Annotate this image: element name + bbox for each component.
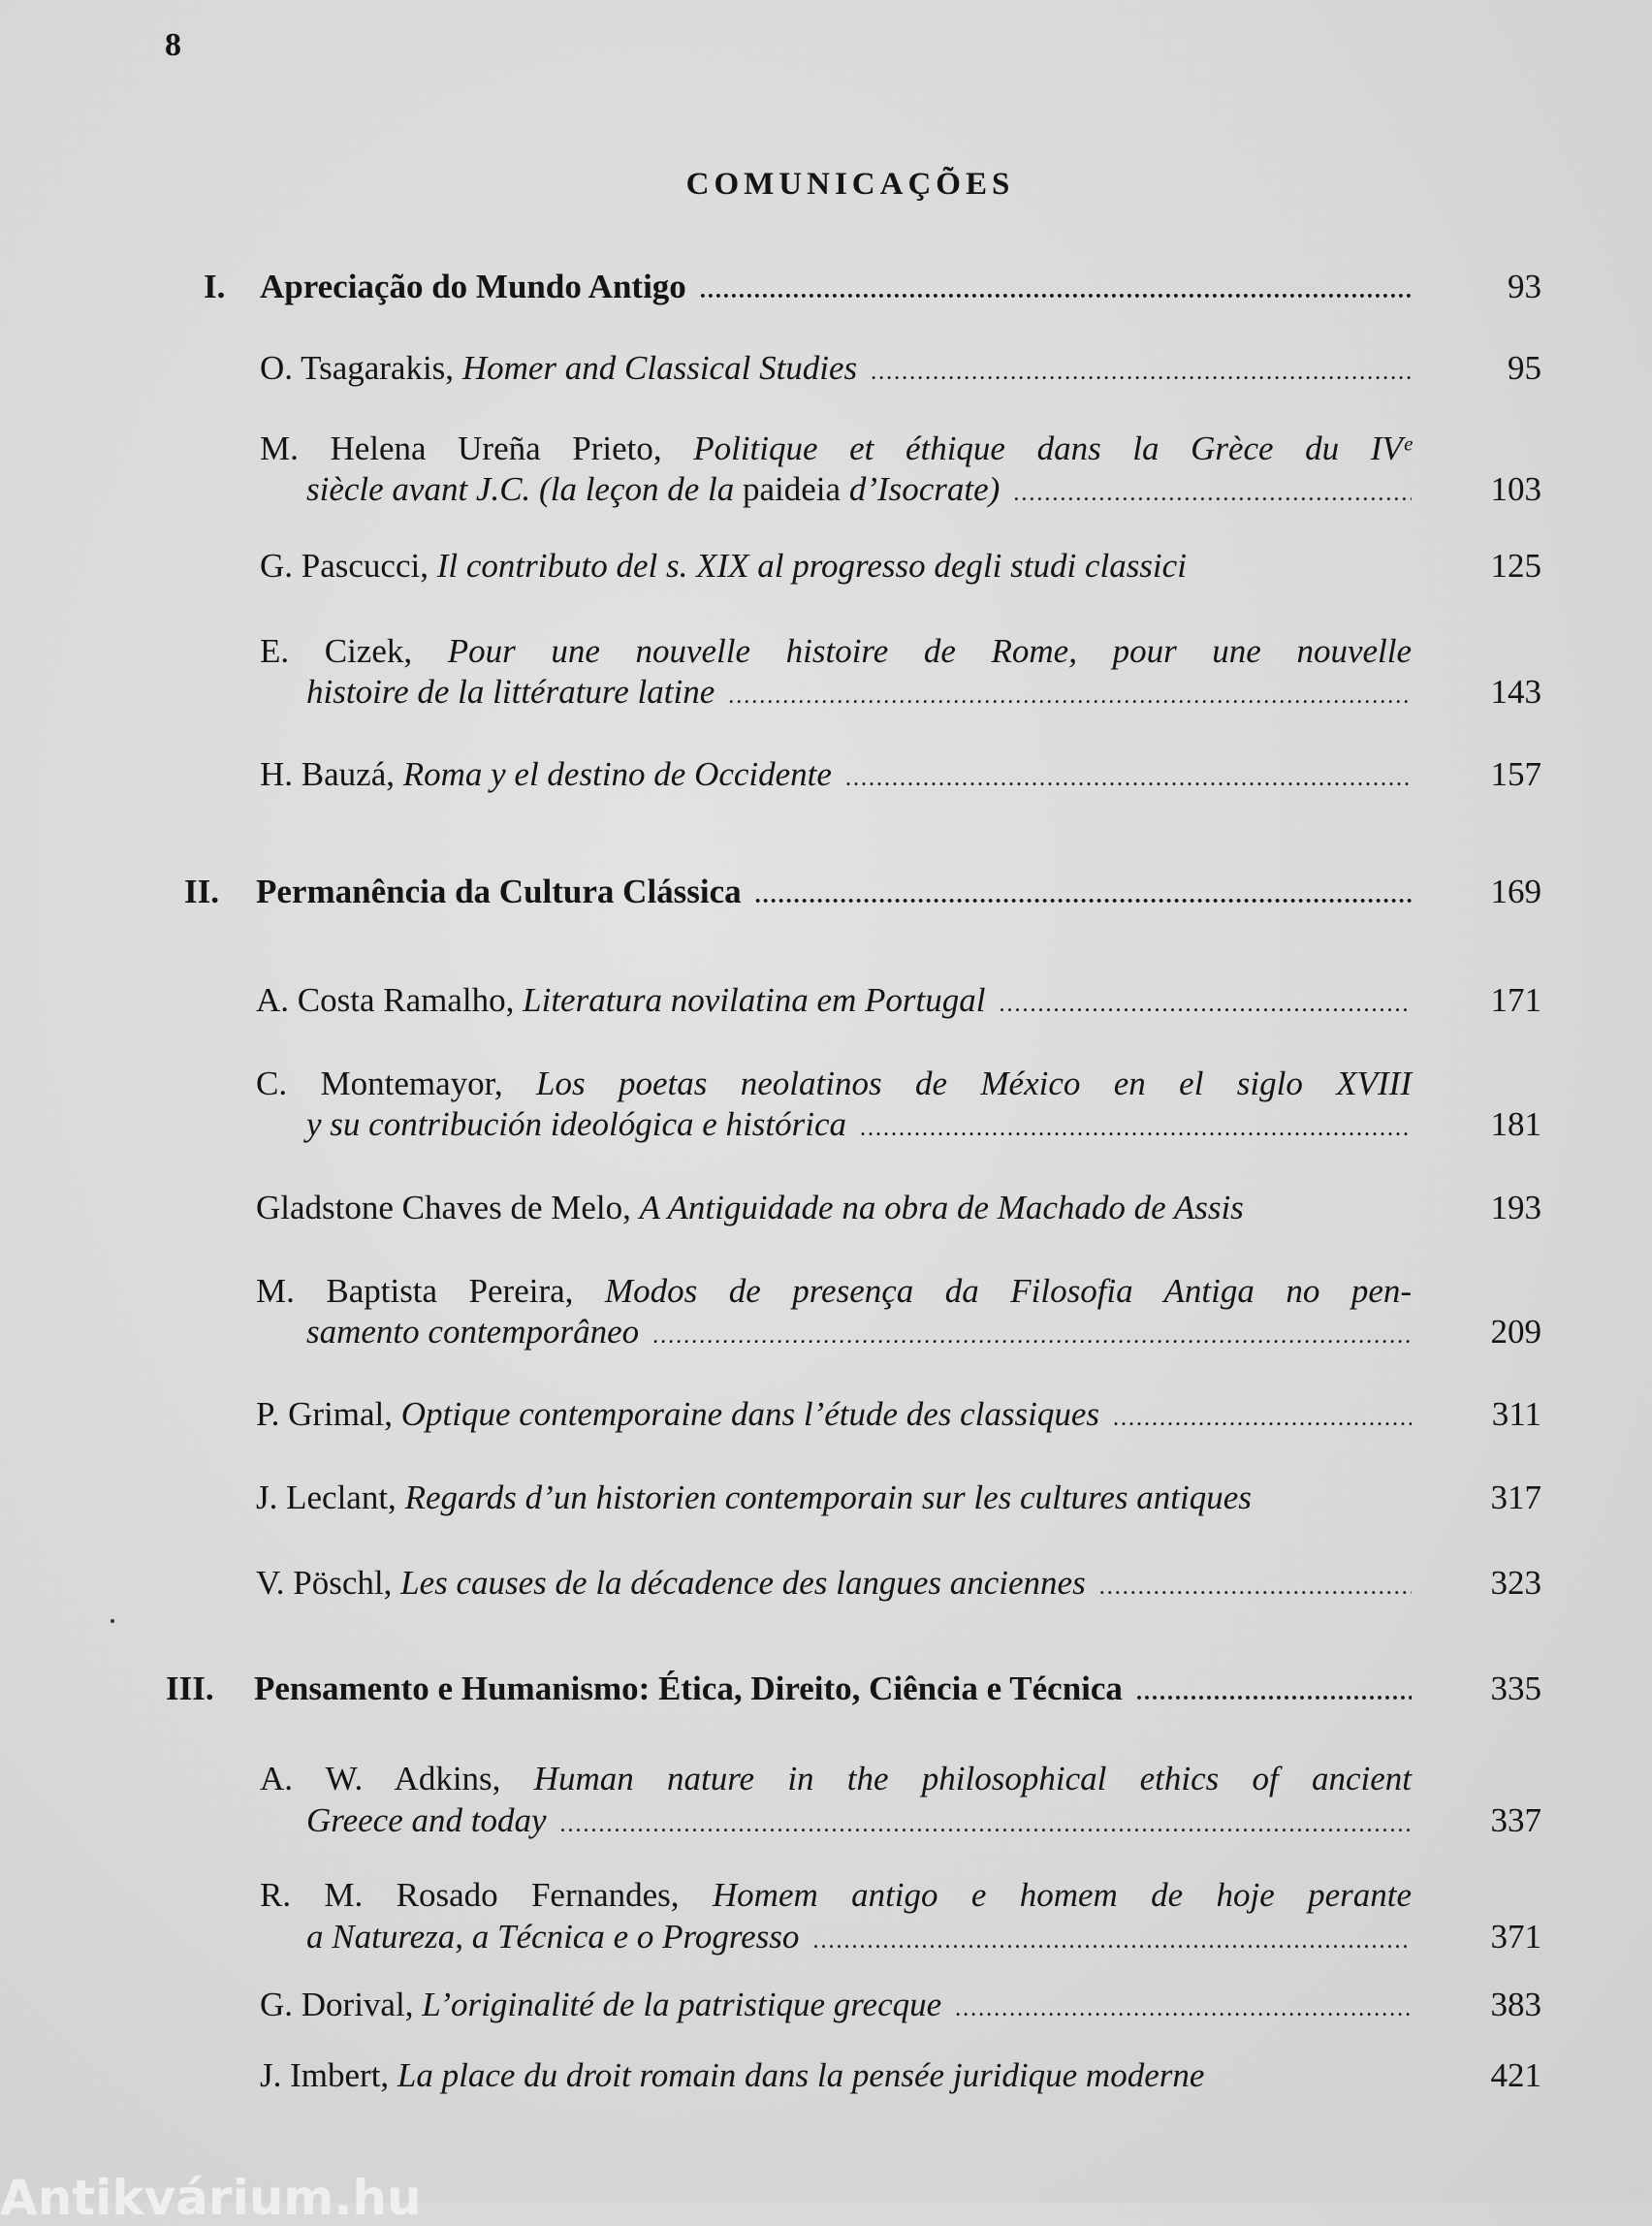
entry-author: M. Helena Ureña Prieto, xyxy=(260,429,694,467)
entry-author: H. Bauzá, xyxy=(260,755,403,793)
entry-title-text: A Antiguidade na obra de Machado de Assis xyxy=(639,1189,1244,1226)
entry-title-text: Pour une nouvelle histoire de Rome, pour une nouvelle xyxy=(447,632,1412,670)
entry-text: Apreciação do Mundo Antigo xyxy=(260,268,686,305)
dot-leader xyxy=(860,1107,1412,1150)
toc-entry-line xyxy=(256,1562,1412,1608)
toc-entry-line xyxy=(260,2054,1412,2097)
dot-leader xyxy=(728,675,1412,717)
entry-author: A. Costa Ramalho, xyxy=(256,981,524,1019)
entry-title-text: Il contributo del s. XIX al progresso degli studi classici xyxy=(436,547,1187,585)
toc-entry-line xyxy=(256,1187,1412,1229)
entry-author: J. Leclant, xyxy=(256,1479,405,1516)
section-title xyxy=(254,1668,1412,1714)
entry-title-text: a Natureza, a Técnica e o Progresso xyxy=(306,1918,800,1956)
page-ref: 171 xyxy=(1490,981,1541,1019)
dot-leader xyxy=(560,1803,1413,1846)
page-ref: 103 xyxy=(1490,470,1541,508)
paper-speck xyxy=(111,1619,114,1623)
dot-leader xyxy=(1113,1397,1412,1440)
toc-entry-line xyxy=(306,1799,1412,1846)
page-ref: 181 xyxy=(1490,1105,1541,1143)
entry-author: V. Pöschl, xyxy=(256,1564,401,1602)
toc-entry-line xyxy=(260,1874,1412,1917)
dot-leader xyxy=(1099,1566,1412,1608)
toc-entry-line xyxy=(260,1984,1412,2030)
toc-entry-line xyxy=(256,1063,1412,1105)
entry-author: A. W. Adkins, xyxy=(260,1760,534,1797)
page-ref: 93 xyxy=(1508,268,1541,305)
entry-title-text: L’originalité de la patristique grecque xyxy=(422,1986,942,2023)
entry-title-text: d’Isocrate) xyxy=(841,470,1001,508)
page-number: 8 xyxy=(165,27,181,63)
dot-leader xyxy=(652,1315,1412,1357)
toc-entry-line xyxy=(260,428,1412,470)
entry-text: paideia xyxy=(743,470,842,508)
entry-title-text: Roma y el destino de Occidente xyxy=(402,755,832,793)
entry-title-text: Modos de presença da Filosofia Antiga no pen- xyxy=(604,1272,1413,1310)
page-ref: 125 xyxy=(1490,547,1541,585)
toc-entry-line xyxy=(306,671,1412,717)
page-ref: 311 xyxy=(1491,1395,1541,1433)
entry-author: G. Dorival, xyxy=(260,1986,423,2023)
page-ref: 421 xyxy=(1490,2056,1541,2094)
toc-entry-line xyxy=(306,1311,1412,1357)
page-ref: 323 xyxy=(1490,1564,1541,1602)
toc-entry-line xyxy=(256,1270,1412,1313)
page-ref: 193 xyxy=(1490,1189,1541,1226)
page-ref: 95 xyxy=(1508,349,1541,387)
entry-title-text: y su contribución ideológica e histórica xyxy=(306,1105,846,1143)
entry-title-text: Homer and Classical Studies xyxy=(461,349,858,387)
page-ref: 317 xyxy=(1490,1479,1541,1516)
entry-title-text: samento contemporâneo xyxy=(306,1313,640,1351)
entry-author: M. Baptista Pereira, xyxy=(256,1272,605,1310)
page-ref: 337 xyxy=(1490,1801,1541,1839)
entry-author: Gladstone Chaves de Melo, xyxy=(256,1189,640,1226)
page-ref: 169 xyxy=(1490,873,1541,910)
page-ref: 143 xyxy=(1490,673,1541,711)
entry-title-text: Greece and today xyxy=(306,1801,547,1839)
page-ref: 157 xyxy=(1490,755,1541,793)
toc-entry-line xyxy=(306,1916,1412,1962)
entry-title-text: Regards d’un historien contemporain sur les cultures antiques xyxy=(404,1479,1252,1516)
entry-title-text: Los poetas neolatinos de México en el siglo XVIII xyxy=(536,1065,1412,1102)
entry-title-text: histoire de la littérature latine xyxy=(306,673,715,711)
entry-title-text: siècle avant J.C. (la leçon de la xyxy=(306,470,743,508)
toc-entry-line xyxy=(260,630,1412,673)
page-ref: 371 xyxy=(1490,1918,1541,1956)
section-numeral: I. xyxy=(204,268,226,305)
entry-text: Pensamento e Humanismo: Ética, Direito, Ciência e Técnica xyxy=(254,1670,1123,1707)
dot-leader xyxy=(845,757,1412,800)
entry-author: J. Imbert, xyxy=(260,2056,397,2094)
dot-leader xyxy=(999,983,1412,1026)
dot-leader xyxy=(1136,1671,1412,1714)
entry-author: E. Cizek, xyxy=(260,632,448,670)
toc-entry-line xyxy=(260,347,1412,394)
toc-entry-line xyxy=(256,1393,1412,1440)
entry-author: C. Montemayor, xyxy=(256,1065,537,1102)
page-ref: 383 xyxy=(1490,1986,1541,2023)
entry-text: Permanência da Cultura Clássica xyxy=(256,873,742,910)
toc-entry-line xyxy=(256,979,1412,1026)
entry-author: O. Tsagarakis, xyxy=(260,349,462,387)
watermark: Antikvárium.hu xyxy=(0,2170,422,2226)
toc-entry-line xyxy=(260,753,1412,800)
section-numeral: II. xyxy=(184,873,219,910)
section-numeral: III. xyxy=(166,1670,214,1707)
toc-entry-line xyxy=(306,468,1412,515)
page-ref: 335 xyxy=(1490,1670,1541,1707)
page-ref: 209 xyxy=(1490,1313,1541,1351)
entry-author: P. Grimal, xyxy=(256,1395,401,1433)
toc-entry-line xyxy=(260,545,1412,588)
entry-author: G. Pascucci, xyxy=(260,547,437,585)
entry-title-text: Literatura novilatina em Portugal xyxy=(523,981,986,1019)
dot-leader xyxy=(812,1920,1412,1962)
entry-title-text: Human nature in the philosophical ethics of ancient xyxy=(533,1760,1413,1797)
section-heading: COMUNICAÇÕES xyxy=(685,167,1015,202)
entry-author: R. M. Rosado Fernandes, xyxy=(260,1876,713,1914)
entry-title-text: Politique et éthique dans la Grèce du IVᵉ xyxy=(693,429,1412,467)
dot-leader xyxy=(1013,472,1412,515)
dot-leader xyxy=(755,874,1412,917)
section-title xyxy=(256,871,1412,917)
entry-title-text: Homem antigo e homem de hoje perante xyxy=(712,1876,1413,1914)
dot-leader xyxy=(700,270,1412,312)
section-title xyxy=(260,266,1412,312)
entry-title-text: Les causes de la décadence des langues anciennes xyxy=(400,1564,1086,1602)
dot-leader xyxy=(955,1988,1412,2030)
toc-entry-line xyxy=(260,1758,1412,1800)
toc-entry-line xyxy=(306,1103,1412,1150)
dot-leader xyxy=(871,351,1412,394)
entry-title-text: Optique contemporaine dans l’étude des classiques xyxy=(400,1395,1100,1433)
entry-title-text: La place du droit romain dans la pensée juridique moderne xyxy=(397,2056,1205,2094)
toc-entry-line xyxy=(256,1477,1412,1519)
